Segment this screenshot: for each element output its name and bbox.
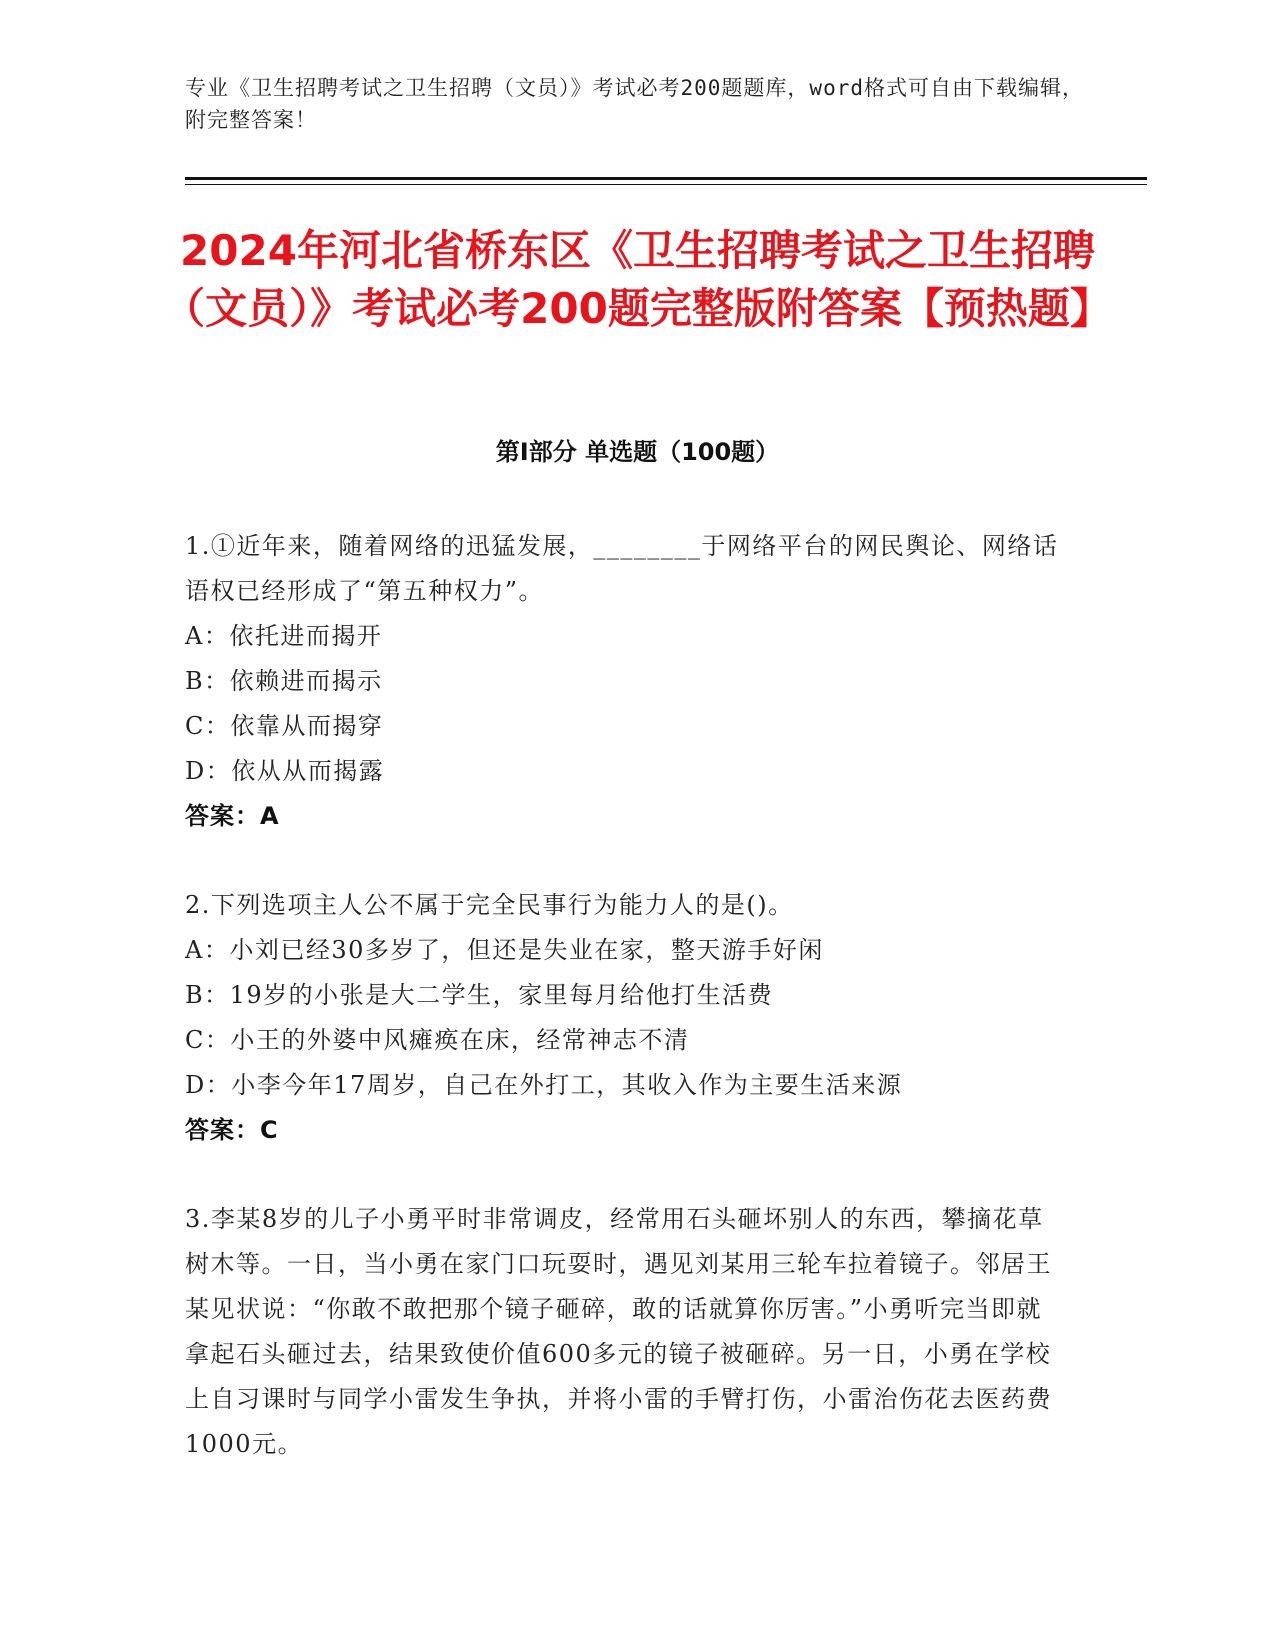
option-b: B：依赖进而揭示 <box>185 667 383 695</box>
option-c: C：小王的外婆中风瘫痪在床，经常神志不清 <box>185 1026 690 1054</box>
section-title: 第Ⅰ部分 单选题（100题） <box>495 438 780 466</box>
option-c: C：依靠从而揭穿 <box>185 712 384 740</box>
option-d: D：小李今年17周岁，自己在外打工，其收入作为主要生活来源 <box>185 1071 903 1099</box>
option-a: A：依托进而揭开 <box>185 622 383 650</box>
header-divider-thin <box>185 184 1147 185</box>
question-3 <box>185 1197 1065 1467</box>
header-divider-thick <box>185 177 1147 180</box>
question-list <box>185 524 1065 1511</box>
header-note: 专业《卫生招聘考试之卫生招聘（文员）》考试必考200题题库，word格式可自由下载编辑，附完整答案！ <box>185 76 1084 132</box>
question-stem: 1.①近年来，随着网络的迅猛发展，________于网络平台的网民舆论、网络话语权已经形成了“第五种权力”。 <box>185 532 1059 605</box>
option-a: A：小刘已经30多岁了，但还是失业在家，整天游手好闲 <box>185 936 824 964</box>
question-1 <box>185 524 1065 839</box>
question-stem: 3.李某8岁的儿子小勇平时非常调皮，经常用石头砸坏别人的东西，攀摘花草树木等。一日，当小勇在家门口玩耍时，遇见刘某用三轮车拉着镜子。邻居王某见状说：“你敢不敢把那个镜子砸碎，敢的话就算你厉害。”小勇听完当即就拿起石头砸过去，结果致使价值600多元的镜子被砸碎。另一日，小勇在学校上自习课时与同学小雷发生争执，并将小雷的手臂打伤，小雷治伤花去医药费1000元。 <box>185 1205 1052 1458</box>
document-title: 2024年河北省桥东区《卫生招聘考试之卫生招聘（文员）》考试必考200题完整版附答案【预热题】 <box>163 226 1112 333</box>
answer: 答案：C <box>185 1116 279 1144</box>
option-d: D：依从从而揭露 <box>185 757 385 785</box>
option-b: B：19岁的小张是大二学生，家里每月给他打生活费 <box>185 981 774 1009</box>
question-2 <box>185 883 1065 1153</box>
answer: 答案：A <box>185 802 280 830</box>
question-stem: 2.下列选项主人公不属于完全民事行为能力人的是()。 <box>185 891 794 919</box>
